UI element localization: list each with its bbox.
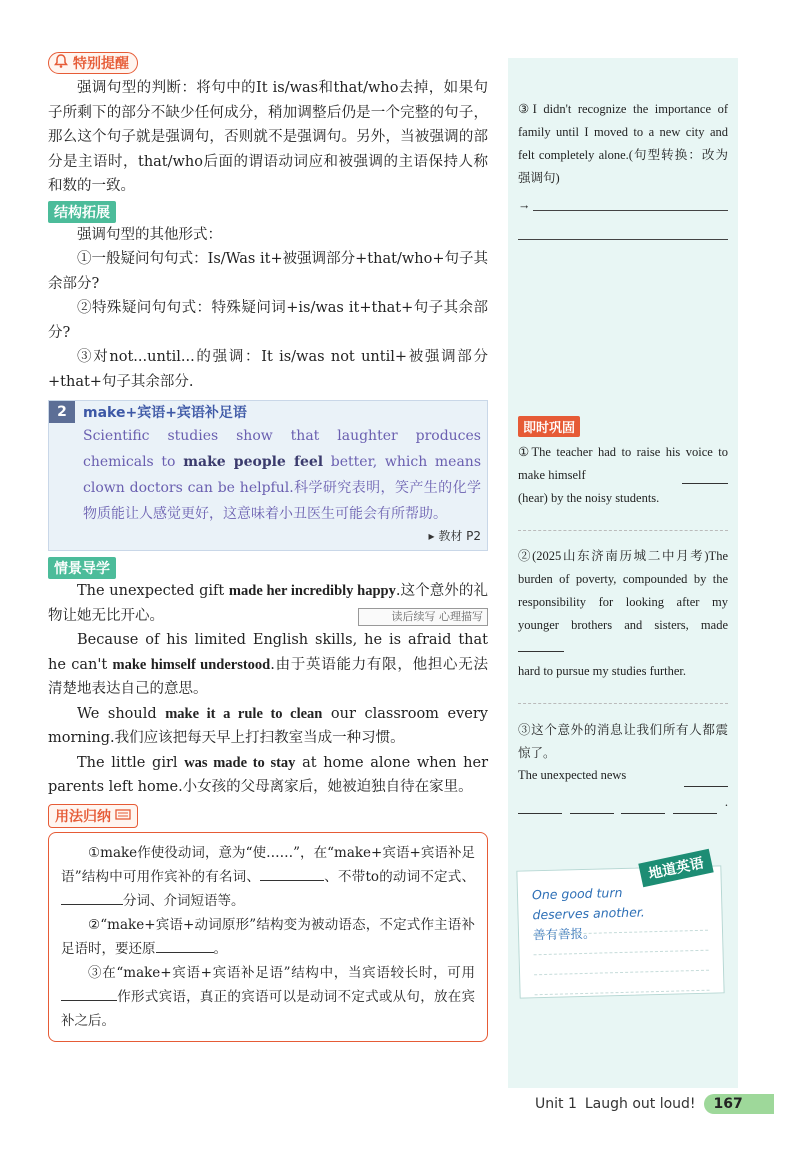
text: Because of his limited English skills, he is afraid that he can't [48, 632, 488, 673]
answer-blank[interactable] [518, 638, 564, 652]
structure-intro: 强调句型的其他形式： [77, 226, 222, 243]
answer-blank[interactable] [260, 867, 324, 881]
usage-item-3 [61, 961, 475, 1033]
structure-item-2: ②特殊疑问句句式：特殊疑问词+is/was it+that+句子其余部分? [48, 300, 488, 341]
quiz-item-1-end: (hear) by the noisy students. [518, 491, 660, 505]
answer-blank[interactable] [518, 239, 728, 240]
quiz-item-2-end: hard to pursue my studies further. [518, 664, 687, 678]
idiom-english: One good turn deserves another. [531, 884, 645, 923]
text: ①The teacher had to raise his voice to make himself [518, 445, 728, 482]
quiz-item-3-blanks [518, 791, 728, 814]
text: We should [77, 705, 166, 722]
scenario-sentence-1 [48, 579, 488, 628]
text: .由于英语能力有限，他担心无法清楚地表达自己的意思。 [48, 656, 488, 697]
text: 分词、介词短语等。 [123, 892, 245, 909]
usage-box [48, 832, 488, 1042]
quiz-item-1 [518, 441, 728, 487]
structure-item-1: ①一般疑问句句式：Is/Was it+被强调部分+that/who+句子其余部分? [48, 251, 488, 292]
quiz-item-3-line [518, 764, 728, 787]
sentence-transform-question: ③I didn't recognize the importance of family until I moved to a new city and felt completely alone.(句型转换：改为强调句) [518, 102, 728, 185]
section-2-example [49, 423, 481, 527]
usage-label: 用法归纳 [55, 808, 111, 825]
scenario-sentence-2 [48, 628, 488, 702]
text: .这个意外的礼物让她无比开心。 [48, 583, 488, 624]
idiom-chinese: 善有善报。 [532, 925, 596, 943]
idiom-note-card [516, 865, 724, 998]
text: our classroom every morning.我们应该把每天早上打扫教室当成一种习惯。 [48, 705, 488, 746]
structure-item-3: ③对not...until...的强调：It is/was not until+被强调部分+that+句子其余部分. [48, 349, 488, 390]
example-text: better, which means clown doctors can be helpful.科学研究表明，笑产生的化学物质能让人感觉更好，这意味着小丑医生可能会有所帮助。 [83, 454, 482, 522]
quiz-tag: 即时巩固 [518, 416, 580, 437]
text: . [724, 795, 728, 809]
text: The unexpected news [518, 768, 627, 782]
text: 、不带to的动词不定式、 [324, 868, 475, 885]
bold-phrase: make it a rule to clean [165, 705, 323, 722]
section-number: 2 [49, 401, 75, 423]
bold-phrase: made her incredibly happy [228, 583, 396, 599]
section-title: make+宾语+宾语补足语 [83, 405, 247, 421]
usage-item-2 [61, 913, 475, 961]
book-icon: ▸ [428, 529, 435, 543]
bold-phrase: was made to stay [184, 754, 296, 771]
main-column [48, 52, 488, 1042]
text: The little girl [77, 754, 185, 771]
arrow: → [518, 198, 531, 212]
answer-blank[interactable] [61, 987, 117, 1001]
bell-icon [53, 53, 69, 73]
idiom-tag: 地道英语 [638, 849, 713, 887]
text: ①make作使役动词，意为“使……”，在“make+宾语+宾语补足语”结构中可用作宾补的有名词、 [61, 844, 475, 885]
scenario-tag: 情景导学 [48, 557, 116, 579]
special-reminder-label: 特别提醒 [73, 56, 129, 72]
answer-blank[interactable] [156, 939, 214, 953]
divider [518, 530, 728, 531]
section-2-box [48, 400, 488, 551]
text: ②(2025山东济南历城二中月考)The burden of poverty, compounded by the responsibility for looking after my younger brothers and sisters, made [518, 549, 728, 632]
usage-item-1 [61, 841, 475, 913]
answer-blank[interactable] [570, 800, 614, 814]
example-bold: make people feel [183, 454, 324, 470]
text: ③在“make+宾语+宾语补足语”结构中，当宾语较长时，可用 [88, 964, 475, 981]
answer-blank[interactable] [61, 891, 123, 905]
usage-tag [48, 804, 138, 828]
text: 。 [213, 940, 227, 957]
page-footer [535, 1094, 774, 1114]
special-reminder-tag [48, 52, 138, 74]
answer-blank[interactable] [621, 800, 665, 814]
answer-line-1 [518, 194, 728, 217]
text: ②“make+宾语+动词原形”结构变为被动语态，不定式作主语补足语时，要还原 [61, 916, 475, 957]
divider [518, 703, 728, 704]
textbook-source [49, 527, 481, 544]
answer-blank[interactable] [682, 470, 728, 484]
scenario-sentence-3 [48, 702, 488, 751]
scenario-sentence-4 [48, 751, 488, 800]
unit-label: Unit 1 [535, 1096, 577, 1112]
example-text: Scientific studies show that laughter produces chemicals to [83, 428, 481, 470]
answer-blank[interactable] [673, 800, 717, 814]
page-number: 167 [704, 1094, 774, 1114]
structure-tag: 结构拓展 [48, 201, 116, 223]
writing-tag: 读后续写 心理描写 [358, 608, 489, 626]
answer-blank[interactable] [533, 210, 729, 211]
text: 作形式宾语，真正的宾语可以是动词不定式或从句，放在宾补之后。 [61, 988, 475, 1029]
answer-blank[interactable] [684, 773, 728, 787]
unit-title: Laugh out loud! [584, 1096, 696, 1112]
answer-blank[interactable] [518, 800, 562, 814]
text: The unexpected gift [77, 583, 229, 599]
quiz-item-2 [518, 545, 728, 660]
special-reminder-text: 强调句型的判断：将句中的It is/was和that/who去掉，如果句子所剩下的部分不缺少任何成分，稍加调整后仍是一个完整的句子，那么这个句子就是强调句，否则就不是强调句。另外，当被强调的部分是主语时，that/who后面的谓语动词应和被强调的主语保持人称和数的一致。 [48, 80, 488, 194]
text: at home alone when her parents left home.小女孩的父母离家后，她被迫独自待在家里。 [48, 754, 489, 795]
source-label: 教材 P2 [438, 529, 481, 543]
note-lines [533, 911, 710, 996]
quiz-item-3: ③这个意外的消息让我们所有人都震惊了。 [518, 722, 728, 760]
book-icon [115, 807, 131, 825]
bold-phrase: make himself understood [112, 656, 271, 673]
